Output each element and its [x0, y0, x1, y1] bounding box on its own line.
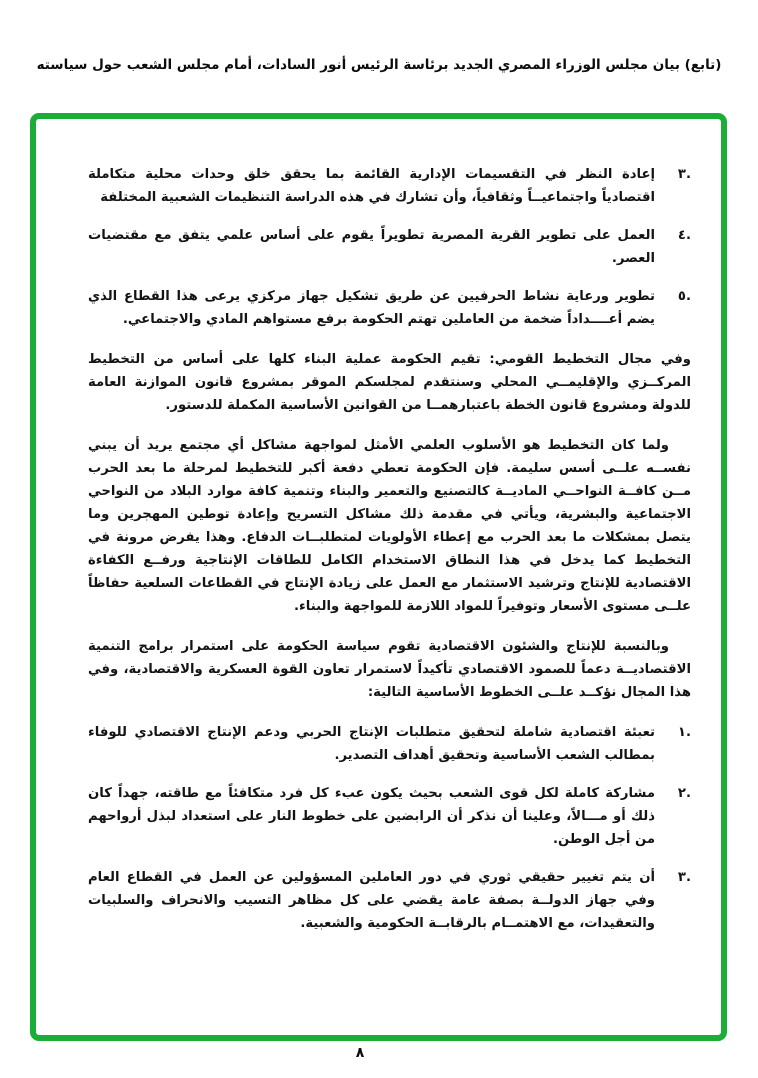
list-item	[88, 285, 691, 331]
document-body	[88, 163, 691, 952]
list-item-text: مشاركة كاملة لكل قوى الشعب بحيث يكون عبء كل فرد متكافئاً مع طاقته، جهداً كان ذلك أو مـــالاً، وعلينا أن نذكر أن الرابضين على خطوط النار على استعداد لبذل أرواحهم من أجل الوطن.	[88, 786, 655, 847]
ordered-list-top	[88, 163, 691, 331]
list-item-number: ٣.	[677, 870, 691, 885]
paragraph-production-economy: وبالنسبة للإنتاج والشئون الاقتصادية تقوم سياسة الحكومة على استمرار برامج التنمية الاقتصاديــة دعماً للصمود الاقتصادي تأكيداً لاستمرار تعاون القوة العسكرية والاقتصادية، وفي هذا المجال نؤكــد علــى الخطوط الأساسية التالية:	[88, 639, 691, 700]
list-item-number: ٢.	[677, 786, 691, 801]
paragraph-national-planning: وفي مجال التخطيط القومي: تقيم الحكومة عملية البناء كلها على أساس من التخطيط المركــزي والإقليمــي المحلي وسنتقدم لمجلسكم الموقر بمشروع قانون الموازنة العامة للدولة ومشروع قانون الخطة باعتبارهمــا من القوانين الأساسية المكملة للدستور.	[88, 352, 691, 413]
content-frame	[30, 113, 727, 1041]
list-item-text: تعبئة اقتصادية شاملة لتحقيق متطلبات الإنتاج الحربي ودعم الإنتاج الاقتصادي للوفاء بمطالب الشعب الأساسية وتحقيق أهداف التصدير.	[88, 725, 655, 763]
list-item-number: ٤.	[677, 228, 691, 243]
list-item	[88, 721, 691, 767]
paragraph-planning-method: ولما كان التخطيط هو الأسلوب العلمي الأمثل لمواجهة مشاكل أي مجتمع يريد أن يبني نفســه علــى أسس سليمة. فإن الحكومة تعطي دفعة أكبر للتخطيط لمرحلة ما بعد الحرب مــن كافــة النواحــي الماديــة كالتصنيع والتعمير والبناء وتنمية كافة موارد البلاد من النواحي الاجتماعية والبشرية، ويأتي في مقدمة ذلك مشاكل التسريح وإعادة توطين المهجرين وما يتصل بمشكلات ما بعد الحرب مع إعطاء الأولويات لمتطلبــات الدفاع. وهذا يفرض مرونة في التخطيط كما يدخل في هذا النطاق الاستخدام الكامل للطاقات الإنتاجية ورفــع الكفاءة الاقتصادية للإنتاج وترشيد الاستثمار مع العمل على زيادة الإنتاج في القطاعات السلعية حفاظاً علــى مستوى الأسعار وتوفيراً للمواد اللازمة للمواجهة والبناء.	[88, 438, 691, 614]
list-item-text: أن يتم تغيير حقيقي ثوري في دور العاملين المسؤولين عن العمل في القطاع العام وفي جهاز الدولــة بصفة عامة يقضي على كل مظاهر التسيب والانحراف والسلبيات والتعقيدات، مع الاهتمــام بالرقابــة الحكومية والشعبية.	[88, 870, 655, 931]
list-item-text: تطوير ورعاية نشاط الحرفيين عن طريق تشكيل جهاز مركزي يرعى هذا القطاع الذي يضم أعــــداداً ضخمة من العاملين تهتم الحكومة برفع مستواهم المادي والاجتماعي.	[88, 289, 655, 327]
list-item	[88, 866, 691, 935]
list-item-number: ٥.	[677, 289, 691, 304]
list-item-text: العمل على تطوير القرية المصرية تطويراً يقوم على أساس علمي يتفق مع مقتضيات العصر.	[88, 228, 655, 266]
ordered-list-bottom	[88, 721, 691, 935]
list-item	[88, 782, 691, 851]
list-item	[88, 224, 691, 270]
list-item-text: إعادة النظر في التقسيمات الإدارية القائمة بما يحقق خلق وحدات محلية متكاملة اقتصادياً واجتماعيــاً وثقافياً، وأن تشارك في هذه الدراسة التنظيمات الشعبية المختلفة	[88, 167, 655, 205]
list-item-number: ١.	[677, 725, 691, 740]
page-header: (تابع) بيان مجلس الوزراء المصري الجديد برئاسة الرئيس أنور السادات، أمام مجلس الشعب حول سياسته	[36, 57, 722, 73]
page-number: ٨	[355, 1045, 365, 1061]
list-item-number: ٣.	[677, 167, 691, 182]
list-item	[88, 163, 691, 209]
